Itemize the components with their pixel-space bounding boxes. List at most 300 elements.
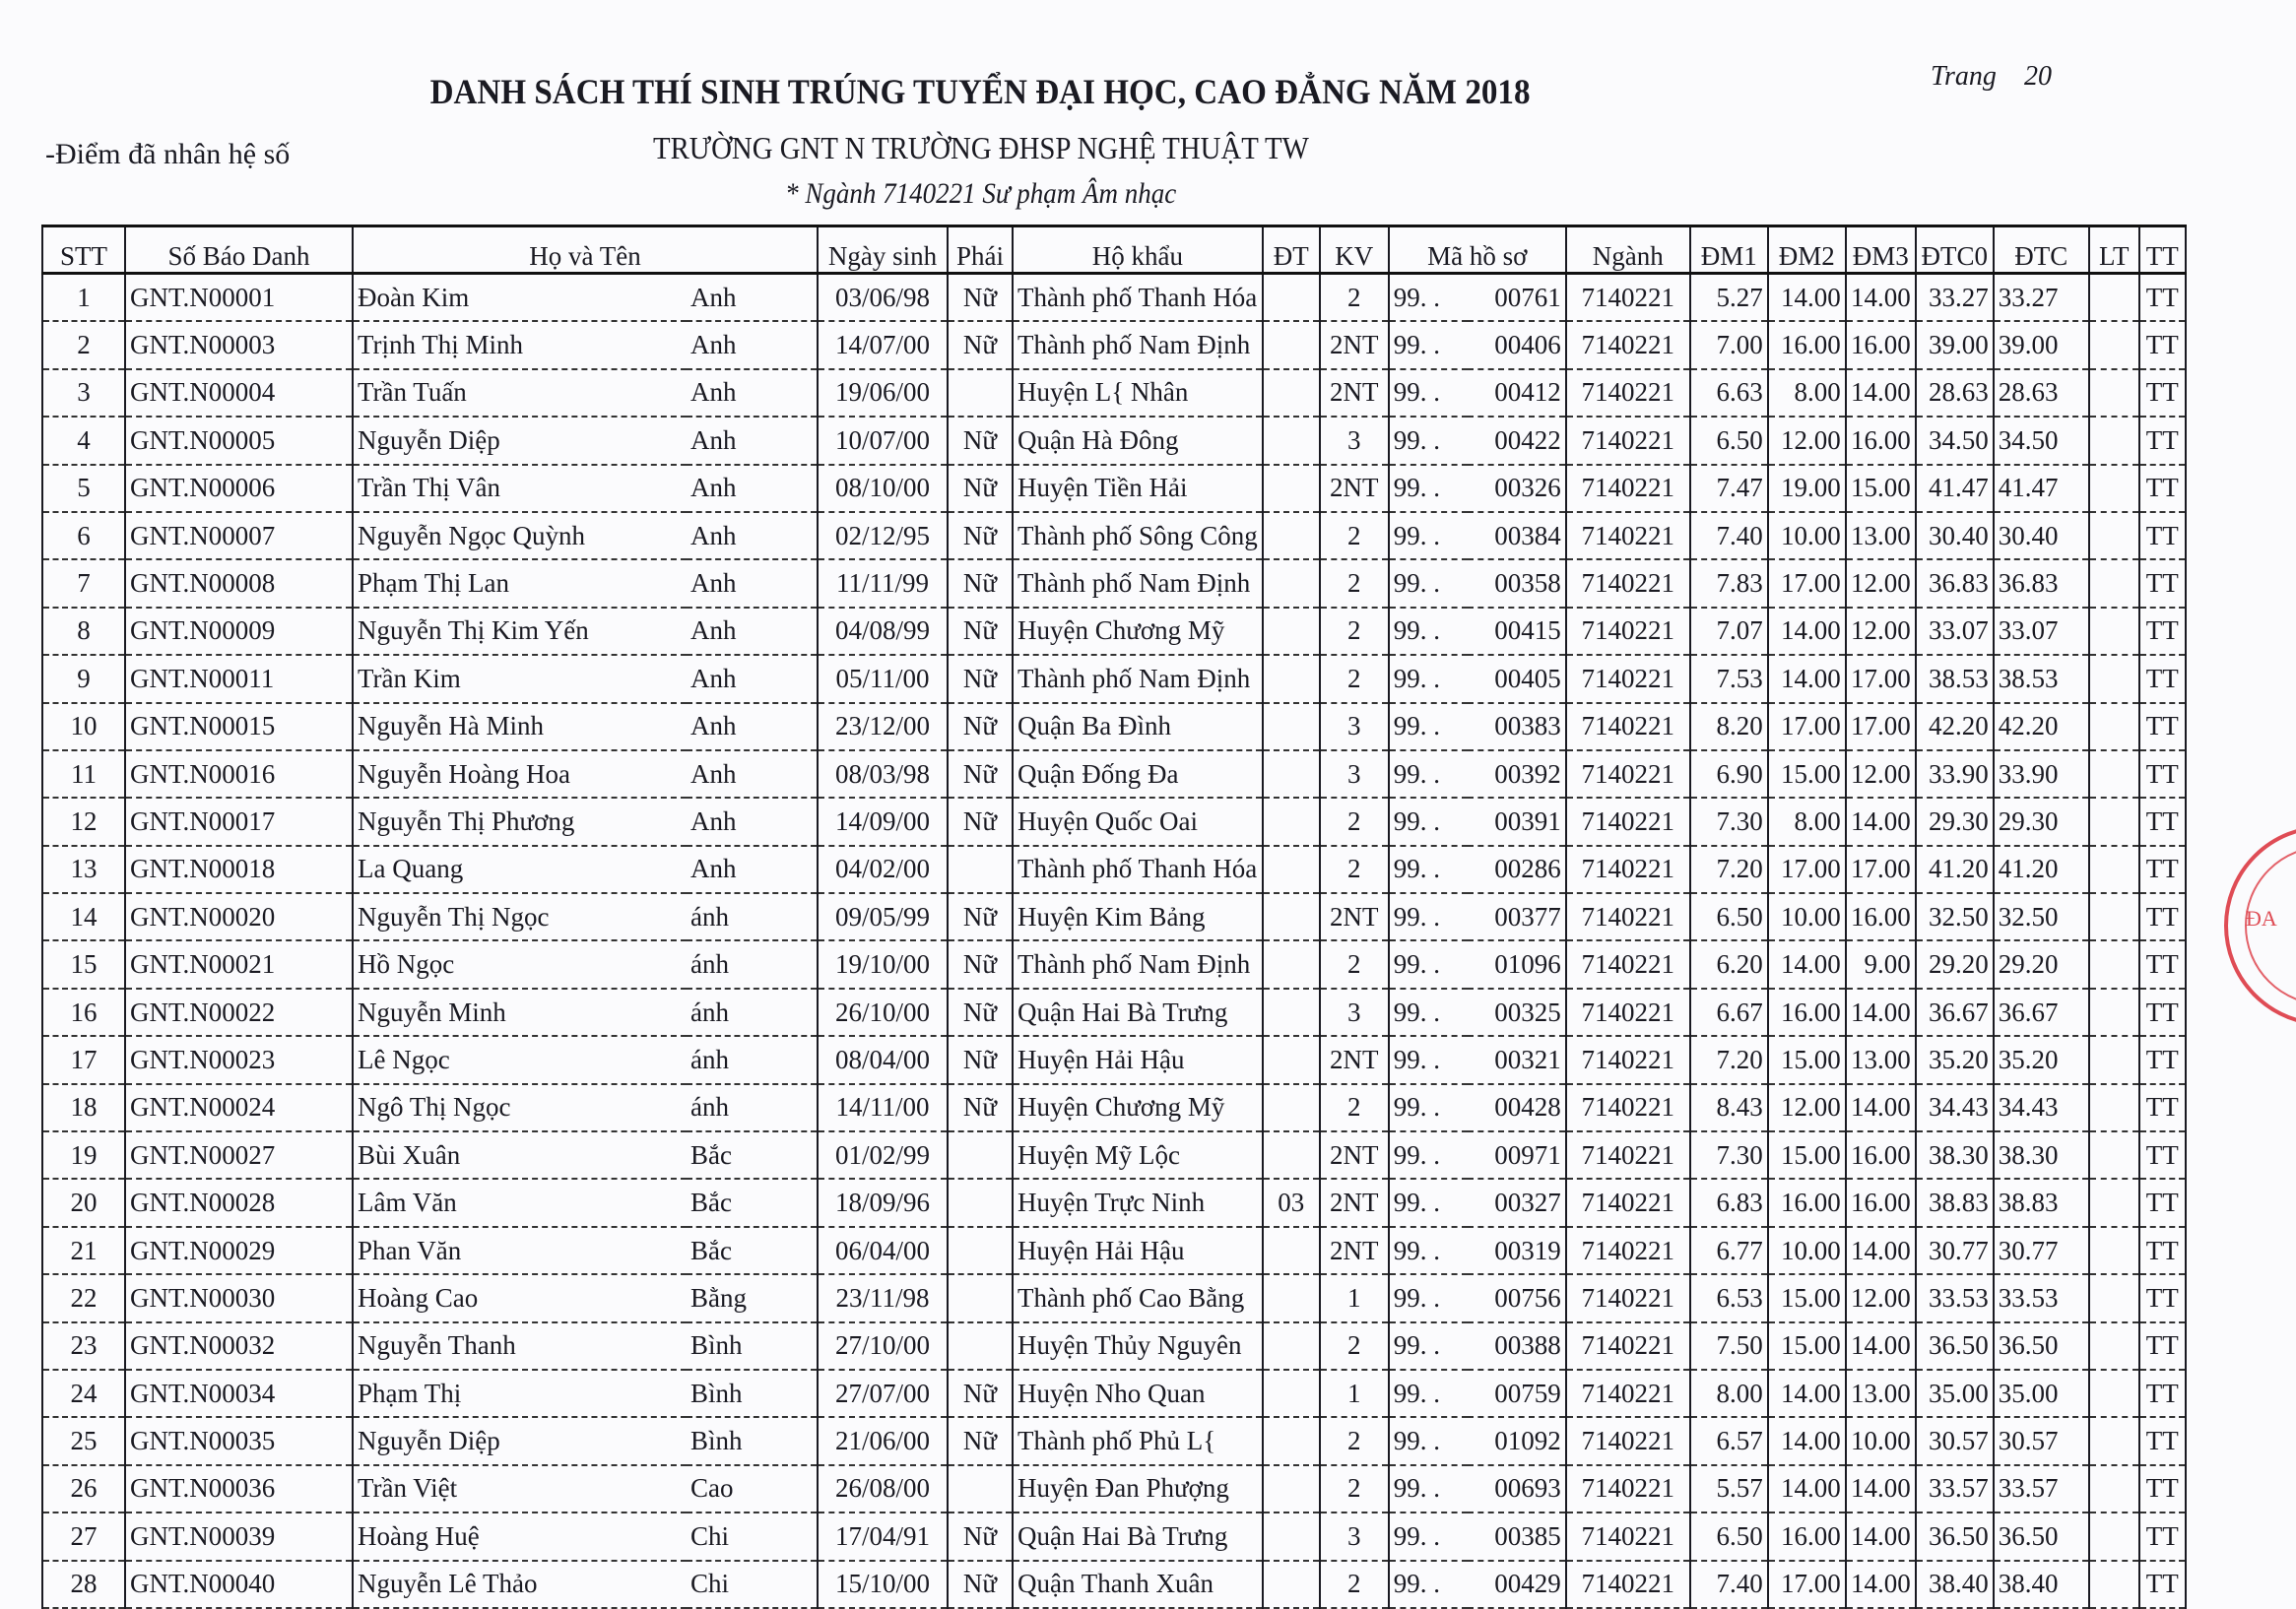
table-cell: Nữ (948, 608, 1013, 655)
table-cell: 00383 (1468, 703, 1566, 750)
table-cell: 99. . (1389, 940, 1468, 988)
table-cell: GNT.N00023 (125, 1036, 353, 1083)
table-cell: ánh (687, 940, 818, 988)
table-cell: 01096 (1468, 940, 1566, 988)
table-cell: 7.00 (1690, 321, 1768, 368)
table-cell: GNT.N00005 (125, 417, 353, 464)
table-cell: 00388 (1468, 1322, 1566, 1370)
table-cell (1263, 893, 1320, 940)
table-cell: 23/11/98 (818, 1274, 948, 1321)
table-cell: 38.30 (1994, 1131, 2089, 1179)
table-cell: 2 (1320, 846, 1389, 893)
table-cell: TT (2139, 465, 2186, 512)
table-cell (2089, 1370, 2139, 1417)
table-cell: 41.47 (1916, 465, 1994, 512)
table-cell: Anh (687, 321, 818, 368)
table-cell (1263, 369, 1320, 417)
table-cell (2089, 1417, 2139, 1464)
table-cell: 14.00 (1768, 1465, 1846, 1512)
column-header: Mã hồ sơ (1389, 226, 1566, 274)
table-cell: 16.00 (1846, 893, 1916, 940)
table-cell: TT (2139, 321, 2186, 368)
table-cell: GNT.N00022 (125, 989, 353, 1036)
table-cell: Bắc (687, 1131, 818, 1179)
table-cell: 14.00 (1846, 1227, 1916, 1274)
table-cell (2089, 703, 2139, 750)
table-cell: 6.90 (1690, 750, 1768, 798)
table-cell: 27/10/00 (818, 1322, 948, 1370)
table-cell: TT (2139, 750, 2186, 798)
table-cell: 38.53 (1916, 655, 1994, 702)
column-header: Phái (948, 226, 1013, 274)
table-cell (2089, 1274, 2139, 1321)
table-cell: 30.77 (1916, 1227, 1994, 1274)
table-cell: GNT.N00035 (125, 1417, 353, 1464)
table-cell: 00319 (1468, 1227, 1566, 1274)
table-cell: 99. . (1389, 989, 1468, 1036)
table-row (42, 274, 2186, 322)
table-cell: TT (2139, 1322, 2186, 1370)
table-cell: 08/04/00 (818, 1036, 948, 1083)
table-cell: 7140221 (1566, 655, 1690, 702)
table-cell: 3 (1320, 703, 1389, 750)
table-cell: 00326 (1468, 465, 1566, 512)
table-cell: 14.00 (1768, 940, 1846, 988)
table-cell: Anh (687, 798, 818, 845)
table-cell: 6 (42, 512, 125, 559)
table-cell: Nguyễn Thị Kim Yến (353, 608, 687, 655)
table-cell: 7 (42, 559, 125, 607)
table-cell: 00405 (1468, 655, 1566, 702)
table-cell: Bắc (687, 1227, 818, 1274)
table-cell: GNT.N00024 (125, 1084, 353, 1131)
table-cell: 18 (42, 1084, 125, 1131)
table-cell: 38.30 (1916, 1131, 1994, 1179)
table-cell: Trần Thị Vân (353, 465, 687, 512)
table-cell: 99. . (1389, 1417, 1468, 1464)
table-cell: 21 (42, 1227, 125, 1274)
table-cell: 8.00 (1768, 798, 1846, 845)
table-cell: Bắc (687, 1179, 818, 1226)
table-cell: 00422 (1468, 417, 1566, 464)
table-cell: 99. . (1389, 1465, 1468, 1512)
table-cell: GNT.N00006 (125, 465, 353, 512)
table-cell (1263, 940, 1320, 988)
table-cell: 7.83 (1690, 559, 1768, 607)
table-cell: 99. . (1389, 703, 1468, 750)
table-cell: Nguyễn Diệp (353, 417, 687, 464)
table-cell: 10.00 (1768, 893, 1846, 940)
table-cell: 33.27 (1916, 274, 1994, 322)
table-cell: 14.00 (1846, 1084, 1916, 1131)
table-cell: 13 (42, 846, 125, 893)
table-cell: Huyện Kim Bảng (1013, 893, 1263, 940)
table-cell: Hoàng Huệ (353, 1512, 687, 1560)
table-cell: 99. . (1389, 559, 1468, 607)
table-cell: 2 (1320, 1561, 1389, 1608)
table-cell: 99. . (1389, 1274, 1468, 1321)
table-cell: TT (2139, 1274, 2186, 1321)
table-cell: 6.50 (1690, 1512, 1768, 1560)
table-cell: 7140221 (1566, 846, 1690, 893)
table-cell: 6.77 (1690, 1227, 1768, 1274)
table-cell: 00327 (1468, 1179, 1566, 1226)
table-cell: 28.63 (1916, 369, 1994, 417)
table-cell: GNT.N00021 (125, 940, 353, 988)
table-cell: 00759 (1468, 1370, 1566, 1417)
table-cell: TT (2139, 1227, 2186, 1274)
table-cell (2089, 608, 2139, 655)
table-cell: 00429 (1468, 1561, 1566, 1608)
table-cell: 41.20 (1916, 846, 1994, 893)
table-cell: 00756 (1468, 1274, 1566, 1321)
table-cell (2089, 1322, 2139, 1370)
school-name (0, 130, 2296, 166)
page-indicator (1931, 61, 2052, 93)
table-cell: 7140221 (1566, 1512, 1690, 1560)
table-row (42, 1322, 2186, 1370)
table-cell: 32.50 (1994, 893, 2089, 940)
table-row (42, 940, 2186, 988)
table-cell: 6.20 (1690, 940, 1768, 988)
table-row (42, 417, 2186, 464)
table-cell: Nguyễn Ngọc Quỳnh (353, 512, 687, 559)
table-cell: 2 (1320, 798, 1389, 845)
table-cell: 8.00 (1768, 369, 1846, 417)
table-cell: 38.40 (1994, 1561, 2089, 1608)
table-cell: 7140221 (1566, 940, 1690, 988)
table-cell: 33.57 (1916, 1465, 1994, 1512)
table-cell: Nữ (948, 417, 1013, 464)
table-cell: 2 (42, 321, 125, 368)
table-cell: 14.00 (1768, 1370, 1846, 1417)
column-header: ĐM2 (1768, 226, 1846, 274)
table-cell: 16.00 (1846, 1179, 1916, 1226)
table-cell: 8.43 (1690, 1084, 1768, 1131)
table-cell: Quận Hai Bà Trưng (1013, 1512, 1263, 1560)
table-cell: 00392 (1468, 750, 1566, 798)
table-cell (948, 369, 1013, 417)
table-cell (1263, 750, 1320, 798)
table-cell: Huyện Thủy Nguyên (1013, 1322, 1263, 1370)
table-cell: 19 (42, 1131, 125, 1179)
table-cell: Anh (687, 655, 818, 702)
table-cell (2089, 1179, 2139, 1226)
table-cell: 01/02/99 (818, 1131, 948, 1179)
table-cell: 36.67 (1916, 989, 1994, 1036)
table-cell: GNT.N00007 (125, 512, 353, 559)
table-cell: GNT.N00034 (125, 1370, 353, 1417)
table-cell: 99. . (1389, 846, 1468, 893)
table-cell: Thành phố Thanh Hóa (1013, 846, 1263, 893)
table-cell: GNT.N00011 (125, 655, 353, 702)
table-cell: 17.00 (1768, 703, 1846, 750)
table-cell: 03 (1263, 1179, 1320, 1226)
table-cell: 14.00 (1768, 655, 1846, 702)
table-cell: Anh (687, 274, 818, 322)
table-cell: 14.00 (1846, 1465, 1916, 1512)
table-cell: Huyện Mỹ Lộc (1013, 1131, 1263, 1179)
table-cell: 17.00 (1846, 703, 1916, 750)
table-row (42, 1512, 2186, 1560)
table-cell (2089, 1036, 2139, 1083)
major-line (0, 177, 2296, 211)
table-cell: 7.47 (1690, 465, 1768, 512)
table-cell: 7140221 (1566, 369, 1690, 417)
column-header: TT (2139, 226, 2186, 274)
table-cell: Huyện Tiền Hải (1013, 465, 1263, 512)
table-cell: 12.00 (1846, 608, 1916, 655)
table-row (42, 846, 2186, 893)
table-cell: 16.00 (1768, 989, 1846, 1036)
table-cell: 38.83 (1916, 1179, 1994, 1226)
table-cell: Huyện Chương Mỹ (1013, 608, 1263, 655)
table-cell: ánh (687, 989, 818, 1036)
table-cell: Trần Kim (353, 655, 687, 702)
table-cell: 17.00 (1846, 655, 1916, 702)
table-cell (1263, 417, 1320, 464)
table-cell: Huyện Chương Mỹ (1013, 1084, 1263, 1131)
table-cell: 8 (42, 608, 125, 655)
table-cell: 7.53 (1690, 655, 1768, 702)
table-cell: 8.20 (1690, 703, 1768, 750)
table-cell: TT (2139, 1179, 2186, 1226)
table-cell (948, 1465, 1013, 1512)
table-cell (1263, 1561, 1320, 1608)
table-cell: 99. . (1389, 274, 1468, 322)
table-cell: Huyện L{ Nhân (1013, 369, 1263, 417)
table-cell: TT (2139, 1036, 2186, 1083)
table-row (42, 703, 2186, 750)
table-row (42, 1370, 2186, 1417)
table-cell (1263, 1274, 1320, 1321)
table-cell: 00325 (1468, 989, 1566, 1036)
table-cell: TT (2139, 846, 2186, 893)
table-cell: Ngô Thị Ngọc (353, 1084, 687, 1131)
table-cell: 7140221 (1566, 559, 1690, 607)
table-cell: 38.53 (1994, 655, 2089, 702)
table-cell: Anh (687, 465, 818, 512)
table-cell: 99. . (1389, 417, 1468, 464)
table-cell: 17.00 (1768, 1561, 1846, 1608)
table-cell: Thành phố Nam Định (1013, 655, 1263, 702)
table-cell: 42.20 (1994, 703, 2089, 750)
table-cell: 2NT (1320, 893, 1389, 940)
table-cell (1263, 274, 1320, 322)
table-cell: 2 (1320, 1084, 1389, 1131)
table-cell: 2 (1320, 1417, 1389, 1464)
table-cell (948, 846, 1013, 893)
table-cell: 17.00 (1846, 846, 1916, 893)
table-cell: 7.40 (1690, 512, 1768, 559)
table-cell: Quận Hai Bà Trưng (1013, 989, 1263, 1036)
table-cell: 33.53 (1994, 1274, 2089, 1321)
column-header: ĐTC0 (1916, 226, 1994, 274)
table-cell: TT (2139, 798, 2186, 845)
table-cell (1263, 321, 1320, 368)
table-cell (2089, 989, 2139, 1036)
table-cell: 34.43 (1916, 1084, 1994, 1131)
table-cell (2089, 798, 2139, 845)
table-cell: ánh (687, 1036, 818, 1083)
table-cell: 12.00 (1846, 559, 1916, 607)
table-cell: 00428 (1468, 1084, 1566, 1131)
table-cell: 04/02/00 (818, 846, 948, 893)
table-cell: 36.67 (1994, 989, 2089, 1036)
table-cell (2089, 1084, 2139, 1131)
table-cell: 00693 (1468, 1465, 1566, 1512)
table-cell: Thành phố Thanh Hóa (1013, 274, 1263, 322)
table-cell: 26/08/00 (818, 1465, 948, 1512)
table-cell: 15.00 (1768, 1322, 1846, 1370)
table-cell: 29.20 (1994, 940, 2089, 988)
table-cell (2089, 750, 2139, 798)
table-cell: TT (2139, 369, 2186, 417)
table-cell: 05/11/00 (818, 655, 948, 702)
table-cell: 15.00 (1768, 750, 1846, 798)
table-cell: 14.00 (1846, 989, 1916, 1036)
table-cell: 42.20 (1916, 703, 1994, 750)
table-cell: 16 (42, 989, 125, 1036)
table-cell: Nữ (948, 703, 1013, 750)
table-cell: 28 (42, 1561, 125, 1608)
table-cell: 2 (1320, 940, 1389, 988)
table-cell: 14.00 (1768, 608, 1846, 655)
table-cell: 12.00 (1846, 750, 1916, 798)
table-cell: 11/11/99 (818, 559, 948, 607)
table-cell: 2 (1320, 1465, 1389, 1512)
column-header: LT (2089, 226, 2139, 274)
table-cell: 10 (42, 703, 125, 750)
table-row (42, 1465, 2186, 1512)
table-cell: 7.40 (1690, 1561, 1768, 1608)
table-cell: 7140221 (1566, 512, 1690, 559)
table-cell: GNT.N00004 (125, 369, 353, 417)
table-cell: Thành phố Cao Bằng (1013, 1274, 1263, 1321)
table-cell: 7140221 (1566, 989, 1690, 1036)
table-row (42, 1084, 2186, 1131)
table-cell: 00415 (1468, 608, 1566, 655)
table-cell: 14.00 (1768, 274, 1846, 322)
table-cell: 5.27 (1690, 274, 1768, 322)
table-cell: 3 (42, 369, 125, 417)
school-text: TRƯỜNG GNT N TRƯỜNG ĐHSP NGHỆ THUẬT TW (652, 130, 1309, 165)
table-cell: 00412 (1468, 369, 1566, 417)
table-cell: 2NT (1320, 1179, 1389, 1226)
table-cell: 27 (42, 1512, 125, 1560)
table-cell: 99. . (1389, 1370, 1468, 1417)
table-cell (1263, 512, 1320, 559)
table-cell: 30.57 (1994, 1417, 2089, 1464)
table-cell: 6.63 (1690, 369, 1768, 417)
table-cell: 7140221 (1566, 893, 1690, 940)
table-cell: 39.00 (1994, 321, 2089, 368)
table-cell: 14/09/00 (818, 798, 948, 845)
table-cell: 29.30 (1916, 798, 1994, 845)
table-cell: 15.00 (1768, 1131, 1846, 1179)
table-cell: 1 (42, 274, 125, 322)
table-cell: Nữ (948, 940, 1013, 988)
table-cell (1263, 1227, 1320, 1274)
column-header: ĐM3 (1846, 226, 1916, 274)
table-cell: Nữ (948, 989, 1013, 1036)
table-cell: 8.00 (1690, 1370, 1768, 1417)
table-cell: 7140221 (1566, 1561, 1690, 1608)
table-row (42, 321, 2186, 368)
table-cell: 2 (1320, 655, 1389, 702)
table-cell: 14.00 (1846, 1322, 1916, 1370)
table-cell: TT (2139, 1084, 2186, 1131)
table-cell (2089, 274, 2139, 322)
table-cell: 30.77 (1994, 1227, 2089, 1274)
table-cell: 99. . (1389, 798, 1468, 845)
table-cell: 99. . (1389, 1179, 1468, 1226)
table-cell: 99. . (1389, 512, 1468, 559)
table-cell: 00406 (1468, 321, 1566, 368)
table-cell: Chi (687, 1512, 818, 1560)
table-cell: TT (2139, 417, 2186, 464)
table-cell: 2NT (1320, 369, 1389, 417)
table-cell: ánh (687, 1084, 818, 1131)
table-cell: 32.50 (1916, 893, 1994, 940)
table-cell: Thành phố Nam Định (1013, 940, 1263, 988)
column-header: ĐTC (1994, 226, 2089, 274)
table-cell: Trần Việt (353, 1465, 687, 1512)
svg-text:ĐA: ĐA (2246, 906, 2277, 931)
table-cell: 13.00 (1846, 1370, 1916, 1417)
title-text: DANH SÁCH THÍ SINH TRÚNG TUYỂN ĐẠI HỌC, CAO ĐẲNG NĂM 2018 (430, 72, 1531, 111)
table-row (42, 655, 2186, 702)
table-cell: 99. . (1389, 1131, 1468, 1179)
table-cell: 14.00 (1846, 1512, 1916, 1560)
table-cell: 99. . (1389, 1322, 1468, 1370)
table-cell (948, 1179, 1013, 1226)
table-cell: TT (2139, 1512, 2186, 1560)
table-cell (2089, 1227, 2139, 1274)
table-cell (1263, 1370, 1320, 1417)
table-cell (2089, 465, 2139, 512)
table-cell: 7140221 (1566, 1417, 1690, 1464)
table-cell: 35.20 (1916, 1036, 1994, 1083)
table-cell: 2 (1320, 512, 1389, 559)
table-cell: 16.00 (1846, 321, 1916, 368)
table-cell: 00377 (1468, 893, 1566, 940)
table-cell: 29.30 (1994, 798, 2089, 845)
table-cell (2089, 417, 2139, 464)
table-cell: GNT.N00018 (125, 846, 353, 893)
table-cell: 7.07 (1690, 608, 1768, 655)
table-cell: Bình (687, 1370, 818, 1417)
table-cell (2089, 1465, 2139, 1512)
table-cell (1263, 846, 1320, 893)
table-cell: 2NT (1320, 1036, 1389, 1083)
table-cell: 2NT (1320, 1227, 1389, 1274)
score-note: -Điểm đã nhân hệ số (45, 138, 291, 170)
table-cell (2089, 1512, 2139, 1560)
table-cell: 13.00 (1846, 512, 1916, 559)
table-cell: GNT.N00016 (125, 750, 353, 798)
table-cell: 35.00 (1994, 1370, 2089, 1417)
table-cell: 2NT (1320, 1131, 1389, 1179)
table-cell: 41.47 (1994, 465, 2089, 512)
table-cell: 26/10/00 (818, 989, 948, 1036)
table-cell: Nữ (948, 465, 1013, 512)
table-cell: 33.90 (1994, 750, 2089, 798)
page-label: Trang (1931, 61, 1997, 92)
table-cell: 99. . (1389, 1227, 1468, 1274)
table-cell: 7140221 (1566, 1465, 1690, 1512)
table-cell: TT (2139, 608, 2186, 655)
